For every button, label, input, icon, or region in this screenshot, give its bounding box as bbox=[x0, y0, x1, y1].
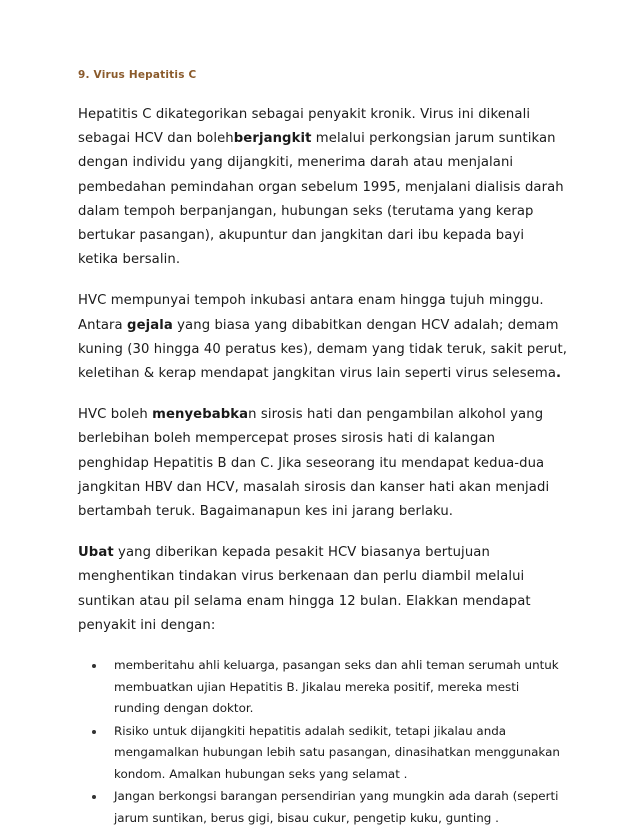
bold-period: . bbox=[556, 366, 562, 382]
paragraph-treatment bbox=[78, 541, 568, 638]
paragraph-text: melalui perkongsian jarum suntikan dengan individu yang dijangkiti, menerima darah atau menjalani pembedahan pemindahan organ sebelum 1995, menjalani dialisis darah dalam tempoh berpanjangan, hubungan seks (terutama yang kerap bertukar pasangan), akupuntur dan jangkitan dari ibu kepada bayi ketika bersalin. bbox=[78, 131, 564, 268]
paragraph-text: HVC boleh bbox=[78, 407, 153, 423]
paragraph-text: Hepatitis C dikategorikan sebagai penyakit kronik. Virus ini dikenali sebagai HCV dan boleh bbox=[78, 107, 531, 147]
bold-term-gejala: gejala bbox=[127, 317, 173, 333]
paragraph-text: yang diberikan kepada pesakit HCV biasanya bertujuan menghentikan tindakan virus berkenaan dan perlu diambil melalui suntikan atau pil selama enam hingga 12 bulan. Elakkan mendapat penyakit ini dengan: bbox=[78, 545, 531, 633]
list-item: Risiko untuk dijangkiti hepatitis adalah sedikit, tetapi jikalau anda mengamalkan hubungan lebih satu pasangan, dinasihatkan menggunakan kondom. Amalkan hubungan seks yang selamat . bbox=[78, 721, 568, 786]
paragraph-complications bbox=[78, 403, 568, 524]
bold-term-menyebabka: menyebabka bbox=[152, 407, 249, 423]
paragraph-symptoms bbox=[78, 289, 568, 386]
paragraph-text: yang biasa yang dibabitkan dengan HCV adalah; demam kuning (30 hingga 40 peratus kes), demam yang tidak teruk, sakit perut, keletihan & kerap mendapat jangkitan virus lain seperti virus selesema bbox=[78, 317, 568, 382]
document-body bbox=[78, 103, 568, 830]
bold-term-berjangkit: berjangkit bbox=[233, 131, 312, 147]
paragraph-text: HVC mempunyai tempoh inkubasi antara enam hingga tujuh minggu. Antara bbox=[78, 293, 544, 333]
bold-term-ubat: Ubat bbox=[78, 545, 114, 561]
section-heading: 9. Virus Hepatitis C bbox=[78, 69, 197, 81]
paragraph-transmission bbox=[78, 103, 568, 272]
paragraph-text: n sirosis hati dan pengambilan alkohol yang berlebihan boleh mempercepat proses sirosis hati di kalangan penghidap Hepatitis B dan C. Jika seseorang itu mendapat kedua-dua jangkitan HBV dan HCV, masalah sirosis dan kanser hati akan menjadi bertambah teruk. Bagaimanapun kes ini jarang berlaku. bbox=[78, 407, 550, 520]
list-item: Jangan berkongsi barangan persendirian yang mungkin ada darah (seperti jarum suntikan, berus gigi, bisau cukur, pengetip kuku, gunting . bbox=[78, 786, 568, 829]
list-item: memberitahu ahli keluarga, pasangan seks dan ahli teman serumah untuk membuatkan ujian Hepatitis B. Jikalau mereka positif, mereka mesti runding dengan doktor. bbox=[78, 655, 568, 720]
prevention-list bbox=[78, 655, 568, 829]
